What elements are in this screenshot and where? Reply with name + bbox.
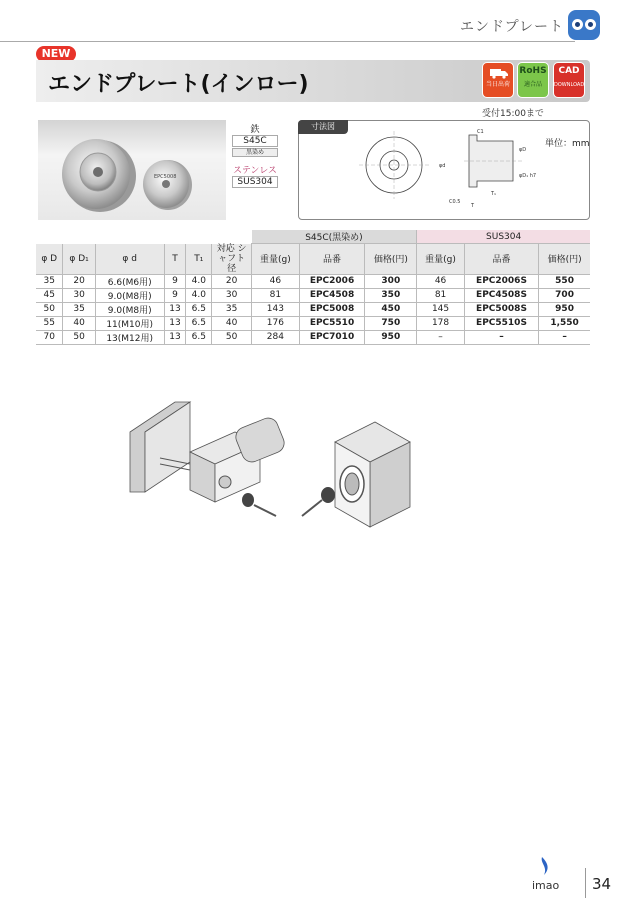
table-cell: 40 [63,316,95,330]
table-cell: 35 [36,274,63,288]
footer-divider [585,868,586,898]
table-cell: 750 [365,316,417,330]
dim-c1: C1 [477,129,484,135]
group-iron-header: S45C(黒染め) [252,230,417,244]
dim-phi-d-hole: φd [439,163,446,169]
col-header: 重量(g) [252,244,300,275]
col-header: φ D [36,244,63,275]
cad-download-icon [553,62,585,98]
table-cell: 9 [164,274,186,288]
table-cell: 284 [252,330,300,344]
table-cell: 13(M12用) [95,330,164,344]
col-header: 品番 [299,244,365,275]
same-day-ship-label: 当日出荷 [485,81,510,88]
table-cell: 9.0(M8用) [95,288,164,302]
imao-logo [530,855,574,893]
col-header: 対応 シャフト径 [212,244,252,275]
table-cell: 350 [365,288,417,302]
table-cell: 6.5 [186,302,212,316]
dim-c05: C0.5 [449,199,461,205]
table-cell: EPC2006 [299,274,365,288]
table-cell: 450 [365,302,417,316]
material-stainless-grade: SUS304 [232,176,278,188]
spec-table [36,230,590,345]
table-cell: 143 [252,302,300,316]
col-header: T [164,244,186,275]
rohs-title: RoHS [519,66,547,76]
table-cell: 700 [539,288,590,302]
drawing-tab: 寸法図 [298,120,348,134]
material-stainless-label: ステンレス [233,166,277,176]
table-cell: EPC5008 [299,302,365,316]
table-cell: – [464,330,538,344]
table-cell: 145 [417,302,465,316]
table-cell: 300 [365,274,417,288]
rohs-label: 適合品 [523,81,542,88]
col-header: φ d [95,244,164,275]
col-header: T₁ [186,244,212,275]
table-cell: 6.5 [186,330,212,344]
table-cell: 50 [36,302,63,316]
order-cutoff-note: 受付15:00まで [482,109,544,119]
cad-label: DOWNLOAD [554,82,585,88]
table-cell: 30 [212,288,252,302]
table-cell: 40 [212,316,252,330]
table-cell: EPC5510 [299,316,365,330]
brand-eyes-icon [568,10,600,40]
table-cell: 176 [252,316,300,330]
table-cell: 6.6(M6用) [95,274,164,288]
table-cell: 950 [365,330,417,344]
table-cell: – [417,330,465,344]
col-header: 重量(g) [417,244,465,275]
table-cell: 35 [63,302,95,316]
table-row [36,316,590,330]
table-cell: 55 [36,316,63,330]
material-iron-label: 鉄 [250,125,260,135]
table-cell: 20 [212,274,252,288]
table-cell: – [539,330,590,344]
table-cell: 45 [36,288,63,302]
table-cell: 4.0 [186,288,212,302]
table-cell: EPC5008S [464,302,538,316]
table-cell: 13 [164,330,186,344]
table-row [36,330,590,344]
cad-title: CAD [558,66,580,76]
table-cell: 81 [252,288,300,302]
table-cell: 50 [212,330,252,344]
dim-phi-D1: φD₁ h7 [519,173,537,179]
table-cell: EPC4508 [299,288,365,302]
group-stainless-header: SUS304 [417,230,590,244]
table-cell: 9.0(M8用) [95,302,164,316]
unit-label: 単位：mm [545,139,590,149]
table-cell: 11(M10用) [95,316,164,330]
table-cell: 13 [164,316,186,330]
table-cell: 550 [539,274,590,288]
material-iron-grade: S45C [232,135,278,147]
dim-T1: T₁ [491,191,497,197]
table-cell: 46 [417,274,465,288]
table-cell: EPC5510S [464,316,538,330]
table-cell: 178 [417,316,465,330]
table-cell: EPC4508S [464,288,538,302]
col-header: 品番 [464,244,538,275]
header-divider [0,41,575,42]
logo-text: imao [532,879,560,892]
rohs-icon [517,62,549,98]
dimension-drawing [298,120,590,220]
new-badge: NEW [36,46,76,62]
col-header: 価格(円) [365,244,417,275]
table-cell: 4.0 [186,274,212,288]
table-cell: EPC2006S [464,274,538,288]
table-cell: 6.5 [186,316,212,330]
page-number: 34 [592,875,612,893]
dim-T: T [471,203,475,209]
section-title: エンドプレート [460,19,565,35]
installation-illustration [120,392,420,532]
table-cell: 70 [36,330,63,344]
table-cell: 50 [63,330,95,344]
col-header: φ D₁ [63,244,95,275]
col-header: 価格(円) [539,244,590,275]
table-cell: 1,550 [539,316,590,330]
table-cell: 20 [63,274,95,288]
table-cell: 9 [164,288,186,302]
page-title: エンドプレート(インロー) [48,72,309,97]
product-photo [38,120,226,220]
engraving-text: EPC5008 [154,174,177,180]
dim-phi-D: φD [519,147,527,153]
table-cell: 950 [539,302,590,316]
table-cell: 35 [212,302,252,316]
table-row [36,302,590,316]
same-day-ship-icon [482,62,514,98]
table-cell: 81 [417,288,465,302]
table-cell: 30 [63,288,95,302]
table-cell: 46 [252,274,300,288]
table-cell: 13 [164,302,186,316]
table-cell: EPC7010 [299,330,365,344]
material-iron-finish: 黒染め [232,148,278,157]
table-row [36,288,590,302]
table-row [36,274,590,288]
